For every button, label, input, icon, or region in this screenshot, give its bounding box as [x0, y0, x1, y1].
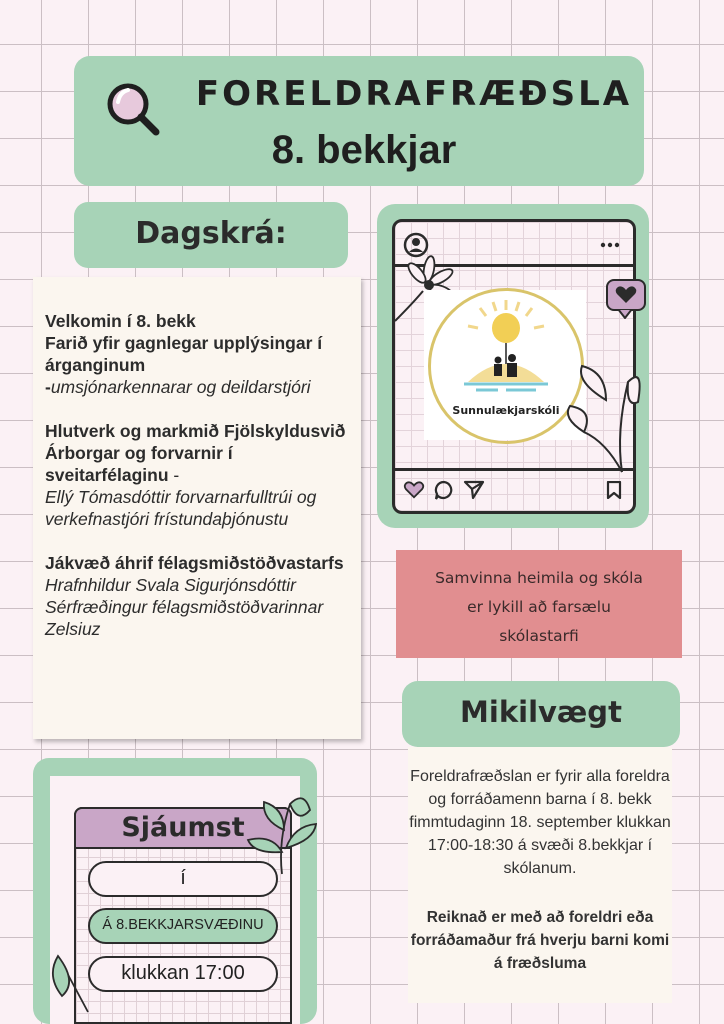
- agenda-item-subtitle: Farið yfir gagnlegar upplýsingar í árganginum: [45, 333, 323, 375]
- important-heading: Mikilvægt: [460, 695, 622, 729]
- bubble-tail: [618, 309, 632, 319]
- important-paragraph: fimmtudaginn 18. september klukkan 17:00-18:30 á svæði 8.bekkjar í skólanum.: [409, 814, 671, 877]
- quote-line: skólastarfi: [499, 627, 579, 645]
- agenda-item-dash: -: [45, 377, 51, 397]
- agenda-item-title: Hlutverk og markmið Fjölskyldusvið Árborgar og forvarnir í sveitarfélaginu: [45, 421, 346, 485]
- heart-icon: [614, 285, 638, 305]
- agenda-item-title: Velkomin í 8. bekk: [45, 311, 196, 331]
- important-paragraph: Foreldrafræðslan er fyrir alla foreldra og forráðamenn barna í 8. bekk: [410, 768, 670, 808]
- agenda-item-dash: -: [168, 465, 180, 485]
- send-icon[interactable]: [463, 480, 485, 500]
- quote-line: er lykill að farsælu: [467, 598, 611, 616]
- important-note: Reiknað er með að foreldri eða forráðamaður frá hverju barni komi á fræðsluma: [410, 909, 670, 972]
- bookmark-icon[interactable]: [606, 481, 622, 499]
- agenda-item: [45, 420, 349, 530]
- agenda-card: [33, 277, 361, 739]
- heart-icon[interactable]: [403, 481, 425, 499]
- leaf-icon: [566, 362, 648, 474]
- more-icon: [600, 242, 620, 248]
- agenda-item-speaker: umsjónarkennarar og deildarstjóri: [50, 377, 311, 397]
- school-logo-icon: [458, 296, 554, 402]
- important-card: [408, 747, 672, 1003]
- page-title: FORELDRAFRÆÐSLA: [195, 74, 633, 114]
- agenda-heading: Dagskrá:: [135, 216, 287, 251]
- quote-banner: [396, 550, 682, 658]
- agenda-item-speaker: Ellý Tómasdóttir forvarnarfulltrúi og verkefnastjóri frístundaþjónustu: [45, 487, 317, 529]
- quote-line: Samvinna heimila og skóla: [435, 569, 643, 587]
- agenda-item-title: Jákvæð áhrif félagsmiðstöðvastarfs: [45, 553, 344, 573]
- agenda-item-speaker: Hrafnhildur Svala Sigurjónsdóttir Sérfræðingur félagsmiðstöðvarinnar Zelsiuz: [45, 575, 324, 639]
- important-heading-box: [402, 681, 680, 747]
- leaf-icon: [48, 942, 94, 1014]
- agenda-heading-box: [74, 202, 348, 268]
- see-you-heading: Sjáumst: [121, 812, 245, 843]
- page-subtitle: 8. bekkjar: [271, 128, 457, 172]
- header-banner: [74, 56, 644, 186]
- school-logo-text: Sunnulækjarskóli: [452, 404, 560, 417]
- agenda-item: [45, 310, 349, 398]
- comment-icon[interactable]: [434, 480, 454, 500]
- magnifier-icon: [104, 80, 164, 140]
- info-pill: í: [88, 861, 278, 897]
- info-pill: Á 8.BEKKJARSVÆÐINU: [88, 908, 278, 944]
- agenda-item: [45, 552, 349, 640]
- info-pill: klukkan 17:00: [88, 956, 278, 992]
- leaf-icon: [244, 790, 320, 876]
